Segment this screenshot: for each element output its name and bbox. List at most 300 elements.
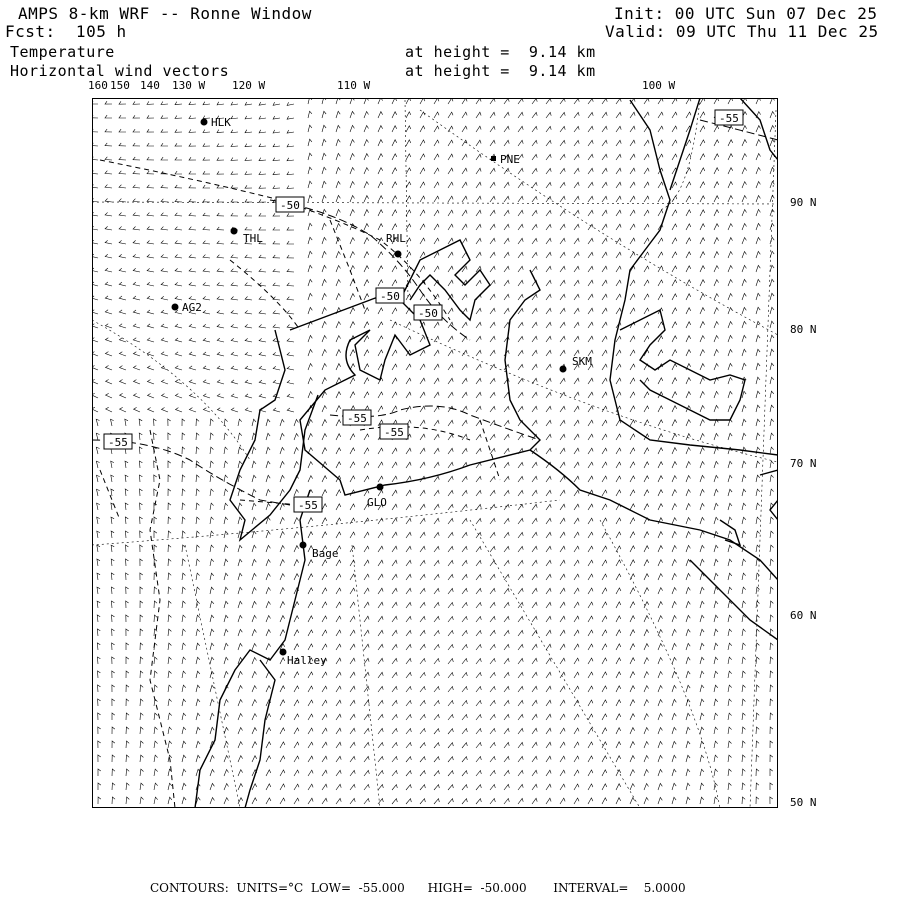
wind-barb	[490, 420, 495, 426]
wind-barb	[476, 308, 481, 314]
wind-barb	[658, 476, 663, 482]
wind-barb	[231, 408, 238, 412]
wind-barb	[378, 658, 383, 664]
wind-barb	[504, 560, 509, 566]
wind-barb	[462, 322, 467, 328]
wind-barb	[532, 364, 537, 370]
wind-barb	[92, 352, 99, 356]
wind-barb	[133, 338, 140, 342]
wind-barb	[434, 771, 439, 776]
wind-barb	[560, 280, 565, 286]
wind-barb	[434, 645, 439, 651]
wind-barb	[147, 129, 154, 132]
wind-barb	[119, 282, 126, 286]
wind-barb	[322, 756, 327, 762]
wind-barb	[147, 282, 154, 286]
wind-barb	[273, 241, 280, 244]
wind-barb	[336, 209, 340, 216]
wind-barb	[504, 616, 509, 622]
wind-barb	[245, 130, 252, 133]
wind-barb	[672, 490, 677, 496]
wind-barb	[98, 741, 101, 748]
wind-barb	[518, 392, 523, 398]
wind-barb	[287, 213, 294, 216]
wind-barb	[175, 185, 182, 188]
wind-barb	[224, 727, 228, 734]
wind-barb	[406, 336, 411, 342]
wind-barb	[273, 255, 280, 258]
wind-barb	[336, 280, 341, 287]
wind-barb	[350, 140, 354, 147]
wind-barb	[217, 324, 224, 328]
wind-barb	[756, 503, 760, 510]
wind-barb	[140, 503, 143, 510]
wind-barb	[420, 518, 425, 524]
wind-barb	[616, 266, 621, 272]
wind-barb	[742, 671, 746, 678]
station-label-halley: Halley	[287, 654, 327, 667]
wind-barb	[392, 785, 397, 790]
wind-barb	[630, 588, 635, 594]
wind-barb	[140, 643, 143, 650]
wind-barb	[273, 102, 280, 105]
station-glo[interactable]	[367, 484, 387, 510]
wind-barb	[602, 490, 607, 496]
wind-barb	[630, 742, 635, 748]
contour-label-2	[276, 197, 304, 212]
wind-barb	[532, 700, 537, 706]
wind-barb	[518, 770, 523, 776]
wind-barb	[308, 756, 313, 762]
wind-barb	[462, 448, 467, 454]
wind-barb	[119, 157, 126, 160]
wind-barb	[728, 643, 732, 650]
wind-barb	[350, 630, 355, 636]
wind-barb	[644, 280, 649, 286]
wind-barb	[91, 226, 98, 230]
wind-barb	[504, 280, 509, 286]
wind-barb	[154, 601, 157, 608]
wind-barb	[252, 419, 256, 426]
wind-barb	[252, 728, 257, 734]
wind-barb	[378, 700, 383, 706]
wind-barb	[714, 755, 718, 762]
wind-barb	[308, 686, 313, 692]
wind-barb	[322, 518, 327, 524]
wind-barb	[560, 602, 565, 608]
wind-barb	[616, 210, 621, 216]
wind-barb	[294, 644, 299, 650]
wind-barb	[133, 310, 140, 314]
wind-barb	[546, 616, 551, 622]
wind-barb	[98, 755, 101, 762]
wind-barb	[616, 630, 621, 636]
wind-barb	[546, 476, 551, 482]
wind-barb	[175, 143, 182, 146]
wind-barb	[588, 154, 593, 160]
wind-barb	[756, 98, 761, 104]
wind-barb	[280, 602, 285, 608]
wind-barb	[238, 770, 243, 776]
wind-barb	[336, 448, 341, 454]
wind-barb	[378, 644, 383, 650]
wind-barb	[448, 673, 453, 679]
wind-barb	[175, 324, 182, 328]
wind-barb	[434, 546, 439, 552]
wind-barb	[490, 630, 495, 636]
wind-barb	[203, 352, 210, 356]
wind-barb	[448, 406, 453, 412]
wind-barb	[686, 755, 690, 762]
wind-barb	[728, 531, 732, 538]
wind-barb	[686, 713, 690, 720]
wind-barb	[574, 210, 579, 216]
wind-barb	[119, 129, 126, 132]
wind-barb	[266, 419, 270, 426]
wind-barb	[560, 658, 565, 664]
wind-barb	[322, 378, 327, 384]
wind-barb	[462, 210, 467, 216]
wind-barb	[168, 573, 171, 580]
wind-barb	[476, 406, 481, 412]
wind-barb	[210, 433, 213, 440]
wind-barb	[273, 172, 280, 175]
wind-barb	[462, 631, 467, 637]
wind-barb	[532, 714, 537, 720]
wind-barb	[126, 657, 129, 664]
contour-info-footer: CONTOURS: UNITS=°C LOW= -55.000 HIGH= -50.000 INTERVAL= 5.0000	[150, 881, 686, 895]
wind-barb	[105, 240, 112, 244]
wind-barb	[700, 392, 705, 399]
wind-barb	[133, 282, 140, 286]
wind-barb	[700, 126, 705, 132]
wind-barb	[700, 336, 705, 342]
wind-barb	[196, 559, 200, 566]
wind-barb	[168, 447, 171, 454]
wind-barb	[203, 324, 210, 328]
wind-barb	[560, 168, 565, 174]
wind-barb	[504, 546, 509, 552]
wind-barb	[182, 433, 185, 440]
wind-barb	[644, 784, 649, 791]
wind-barb	[203, 380, 210, 384]
wind-barb	[336, 798, 341, 804]
height-temperature: at height = 9.14 km	[405, 43, 596, 61]
wind-barb	[189, 255, 196, 258]
wind-barb	[154, 685, 157, 692]
wind-barb	[658, 238, 663, 244]
wind-barb	[490, 701, 495, 707]
wind-barb	[546, 420, 551, 426]
svg-text:-50: -50	[280, 199, 300, 212]
wind-barb	[476, 140, 481, 146]
wind-barb	[616, 336, 621, 342]
wind-barb	[168, 713, 172, 720]
wind-barb	[448, 574, 453, 580]
wind-barb	[119, 240, 126, 244]
wind-barb	[714, 238, 719, 244]
wind-barb	[644, 210, 649, 216]
wind-barb	[658, 112, 663, 118]
wind-barb	[672, 713, 676, 720]
wind-barb	[231, 213, 238, 216]
wind-barb	[420, 266, 425, 272]
wind-barb	[518, 532, 523, 538]
wind-barb	[392, 686, 397, 692]
wind-barb	[462, 154, 467, 160]
wind-barb	[686, 685, 690, 692]
wind-barb	[245, 352, 252, 356]
wind-barb	[532, 462, 537, 468]
wind-barb	[504, 112, 509, 118]
wind-barb	[252, 601, 256, 608]
wind-barb	[252, 658, 257, 665]
wind-barb	[728, 783, 731, 790]
wind-barb	[97, 559, 100, 566]
wind-barb	[574, 126, 579, 132]
wind-barb	[770, 237, 774, 244]
wind-barb	[602, 798, 607, 804]
wind-barb	[728, 266, 733, 273]
wind-barb	[406, 672, 411, 678]
wind-barb	[546, 574, 551, 580]
wind-barb	[273, 352, 280, 356]
wind-barb	[273, 186, 280, 189]
wind-barb	[672, 420, 677, 426]
wind-barb	[476, 687, 481, 693]
wind-barb	[560, 518, 565, 524]
wind-barb	[322, 476, 327, 482]
wind-barb	[280, 532, 285, 539]
wind-barb	[546, 140, 551, 146]
wind-barb	[602, 378, 607, 384]
lon-label-110w: 110 W	[337, 79, 371, 92]
wind-barb	[182, 475, 185, 482]
wind-barb	[518, 756, 523, 762]
wind-barb	[518, 182, 523, 188]
wind-barb	[630, 672, 635, 678]
wind-barb	[504, 742, 509, 748]
wind-barb	[112, 685, 115, 692]
wind-barb	[406, 799, 411, 804]
wind-barb	[476, 98, 481, 104]
wind-barb	[294, 490, 299, 497]
wind-barb	[574, 280, 579, 286]
wind-barb	[742, 573, 746, 580]
wind-barb	[476, 729, 481, 735]
wind-barb	[252, 756, 257, 762]
wind-barb	[700, 140, 705, 146]
wind-barb	[700, 517, 704, 524]
wind-barb	[231, 352, 238, 356]
wind-barb	[238, 714, 243, 721]
wind-barb	[378, 616, 383, 622]
wind-barb	[448, 617, 453, 623]
wind-barb	[133, 171, 140, 174]
wind-barb	[672, 616, 676, 623]
wind-barb	[420, 196, 425, 202]
wind-barb	[154, 783, 158, 790]
wind-barb	[91, 129, 98, 132]
wind-barb	[308, 251, 312, 258]
wind-barb	[476, 434, 481, 440]
wind-barb	[770, 223, 774, 230]
wind-barb	[336, 181, 340, 188]
wind-barb	[434, 701, 439, 707]
wind-barb	[140, 685, 143, 692]
wind-barb	[280, 686, 285, 692]
wind-barb	[574, 322, 579, 328]
wind-barb	[231, 394, 238, 398]
wind-barb	[217, 157, 224, 160]
wind-barb	[336, 756, 341, 762]
wind-barb	[448, 631, 453, 637]
wind-barb	[686, 545, 690, 552]
wind-barb	[322, 237, 326, 244]
wind-barb	[140, 587, 143, 594]
wind-barb	[728, 559, 732, 566]
wind-barb	[154, 615, 157, 622]
wind-barb	[756, 657, 759, 664]
wind-barb	[154, 769, 158, 776]
wind-barb	[322, 167, 326, 174]
wind-barb	[182, 489, 185, 496]
wind-barb	[574, 546, 579, 552]
wind-barb	[630, 574, 635, 580]
wind-barb	[112, 741, 115, 748]
wind-barb	[91, 296, 98, 300]
wind-barb	[434, 757, 439, 762]
wind-barb	[224, 489, 228, 496]
wind-barb	[308, 672, 313, 678]
wind-barb	[210, 489, 214, 496]
wind-barb	[672, 266, 677, 272]
wind-barb	[434, 140, 439, 146]
wind-barb	[308, 560, 313, 566]
wind-barb	[378, 350, 383, 356]
wind-barb	[686, 671, 690, 678]
wind-barb	[672, 392, 677, 398]
wind-barb	[574, 602, 579, 608]
station-pne[interactable]	[491, 153, 520, 166]
wind-barb	[322, 448, 327, 454]
wind-barb	[126, 545, 129, 552]
wind-barb	[714, 657, 718, 664]
wind-barb	[210, 545, 214, 552]
wind-barb	[154, 699, 157, 706]
wind-barb	[196, 671, 200, 678]
wind-barb	[532, 686, 537, 692]
station-hlk[interactable]	[201, 116, 232, 129]
wind-barb	[196, 713, 200, 720]
wind-barb	[644, 672, 649, 678]
wind-barb	[217, 102, 224, 105]
wind-barb	[532, 532, 537, 538]
wind-barb	[217, 366, 224, 370]
station-skm[interactable]	[560, 355, 593, 373]
wind-barb	[714, 308, 719, 314]
wind-barb	[602, 210, 607, 216]
wind-barb	[266, 531, 270, 538]
wind-barb	[714, 154, 719, 160]
wind-barb	[630, 448, 635, 454]
wind-barb	[448, 490, 453, 496]
wind-barb	[259, 366, 266, 370]
wind-barb	[574, 700, 579, 706]
wind-barb	[308, 349, 312, 356]
wind-barb	[392, 518, 397, 524]
wind-barb	[350, 392, 355, 398]
wind-barb	[602, 350, 607, 356]
wind-barb	[378, 672, 383, 678]
wind-barb	[168, 685, 172, 692]
wind-barb	[770, 335, 774, 342]
station-rhl[interactable]	[386, 232, 406, 258]
wind-barb	[532, 406, 537, 412]
wind-barb	[420, 729, 425, 735]
wind-barb	[378, 714, 383, 720]
wind-barb	[322, 195, 326, 202]
wind-barb	[588, 686, 593, 692]
wind-barb	[96, 419, 99, 426]
wind-barb	[139, 433, 142, 440]
wind-barb	[231, 102, 238, 105]
wind-barb	[686, 252, 691, 258]
wind-barb	[336, 350, 341, 356]
wind-barb	[147, 143, 154, 146]
wind-barb	[168, 531, 171, 538]
wind-barb	[658, 252, 663, 258]
wind-barb	[406, 630, 411, 636]
wind-barb	[140, 727, 143, 734]
wind-barb	[504, 504, 509, 510]
wind-barb	[490, 378, 495, 384]
wind-barb	[546, 546, 551, 552]
wind-barb	[336, 195, 340, 202]
wind-barb	[574, 308, 579, 314]
wind-barb	[476, 280, 481, 286]
wind-barb	[588, 336, 593, 342]
wind-barb	[490, 140, 495, 146]
wind-barb	[203, 394, 210, 398]
wind-barb	[644, 448, 649, 454]
wind-barb	[560, 714, 565, 720]
wind-barb	[322, 490, 327, 496]
wind-barb	[203, 102, 210, 105]
wind-barb	[420, 294, 425, 300]
wind-barb	[231, 366, 238, 370]
wind-barb	[140, 559, 143, 566]
wind-barb	[588, 406, 593, 412]
wind-barb	[147, 296, 154, 300]
wind-barb	[630, 714, 635, 720]
wind-barb	[756, 349, 760, 356]
station-ag2[interactable]	[172, 301, 202, 314]
station-halley[interactable]	[280, 649, 328, 668]
wind-barb	[490, 182, 495, 188]
wind-barb	[658, 658, 663, 665]
wind-barb	[462, 799, 467, 804]
wind-barb	[700, 196, 705, 202]
wind-barb	[630, 140, 635, 146]
wind-barb	[224, 475, 228, 482]
wind-barb	[210, 615, 214, 622]
wind-barb	[770, 727, 773, 734]
wind-barb	[168, 601, 171, 608]
wind-barb	[448, 518, 453, 524]
wind-barb	[266, 770, 271, 776]
wind-barb	[203, 366, 210, 370]
